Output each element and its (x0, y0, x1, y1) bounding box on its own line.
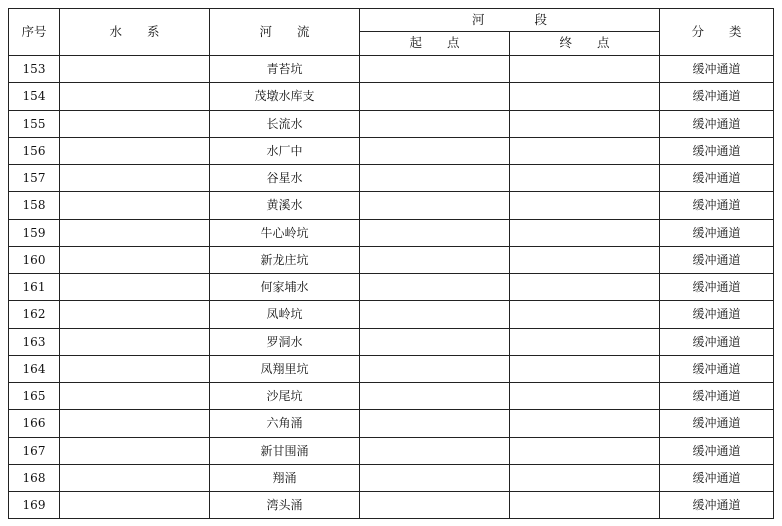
row-water-system-cell (60, 137, 210, 164)
row-category-cell: 缓冲通道 (660, 410, 774, 437)
row-river-cell: 长流水 (210, 110, 360, 137)
row-end-cell (510, 274, 660, 301)
header-end-point: 终 点 (510, 32, 660, 56)
row-river-cell: 何家埔水 (210, 274, 360, 301)
row-end-cell (510, 301, 660, 328)
row-seq-cell: 157 (9, 165, 60, 192)
row-end-cell (510, 137, 660, 164)
row-category-cell: 缓冲通道 (660, 437, 774, 464)
row-category-cell: 缓冲通道 (660, 464, 774, 491)
row-start-cell (360, 274, 510, 301)
row-river-cell: 沙尾坑 (210, 383, 360, 410)
row-end-cell (510, 165, 660, 192)
row-start-cell (360, 137, 510, 164)
row-end-cell (510, 464, 660, 491)
table-row (9, 301, 774, 328)
row-start-cell (360, 56, 510, 83)
row-water-system-cell (60, 355, 210, 382)
row-seq-cell: 165 (9, 383, 60, 410)
row-seq-cell: 161 (9, 274, 60, 301)
table-row (9, 56, 774, 83)
table-body (9, 56, 774, 519)
table-row (9, 137, 774, 164)
row-category-cell: 缓冲通道 (660, 56, 774, 83)
table-row (9, 492, 774, 519)
row-seq-cell: 156 (9, 137, 60, 164)
row-category-cell: 缓冲通道 (660, 274, 774, 301)
row-category-cell: 缓冲通道 (660, 328, 774, 355)
row-seq-cell: 154 (9, 83, 60, 110)
row-end-cell (510, 383, 660, 410)
table-row (9, 274, 774, 301)
row-water-system-cell (60, 464, 210, 491)
row-water-system-cell (60, 246, 210, 273)
table-row (9, 219, 774, 246)
row-end-cell (510, 492, 660, 519)
row-seq-cell: 167 (9, 437, 60, 464)
row-river-cell: 凤岭坑 (210, 301, 360, 328)
row-start-cell (360, 246, 510, 273)
row-end-cell (510, 437, 660, 464)
row-category-cell: 缓冲通道 (660, 192, 774, 219)
row-water-system-cell (60, 83, 210, 110)
row-end-cell (510, 410, 660, 437)
row-seq-cell: 158 (9, 192, 60, 219)
table-row (9, 355, 774, 382)
row-seq-cell: 160 (9, 246, 60, 273)
row-river-cell: 新龙庄坑 (210, 246, 360, 273)
row-seq-cell: 155 (9, 110, 60, 137)
row-seq-cell: 164 (9, 355, 60, 382)
row-river-cell: 青苔坑 (210, 56, 360, 83)
row-end-cell (510, 328, 660, 355)
row-water-system-cell (60, 492, 210, 519)
row-seq-cell: 169 (9, 492, 60, 519)
row-water-system-cell (60, 274, 210, 301)
table-row (9, 410, 774, 437)
row-start-cell (360, 464, 510, 491)
table-row (9, 110, 774, 137)
row-seq-cell: 168 (9, 464, 60, 491)
header-river: 河 流 (210, 9, 360, 56)
row-start-cell (360, 437, 510, 464)
table-row (9, 83, 774, 110)
row-river-cell: 湾头涌 (210, 492, 360, 519)
river-classification-table (8, 8, 774, 519)
row-category-cell: 缓冲通道 (660, 383, 774, 410)
row-category-cell: 缓冲通道 (660, 219, 774, 246)
row-water-system-cell (60, 56, 210, 83)
row-water-system-cell (60, 437, 210, 464)
header-water-system: 水 系 (60, 9, 210, 56)
row-river-cell: 谷星水 (210, 165, 360, 192)
row-seq-cell: 159 (9, 219, 60, 246)
row-start-cell (360, 492, 510, 519)
row-river-cell: 新甘围涌 (210, 437, 360, 464)
row-end-cell (510, 110, 660, 137)
row-start-cell (360, 219, 510, 246)
row-river-cell: 牛心岭坑 (210, 219, 360, 246)
header-seq: 序号 (9, 9, 60, 56)
row-water-system-cell (60, 383, 210, 410)
table-row (9, 464, 774, 491)
row-end-cell (510, 192, 660, 219)
row-category-cell: 缓冲通道 (660, 83, 774, 110)
row-category-cell: 缓冲通道 (660, 165, 774, 192)
table-row (9, 383, 774, 410)
row-category-cell: 缓冲通道 (660, 110, 774, 137)
row-end-cell (510, 56, 660, 83)
header-start-point: 起 点 (360, 32, 510, 56)
row-river-cell: 凤翔里坑 (210, 355, 360, 382)
row-start-cell (360, 301, 510, 328)
row-seq-cell: 162 (9, 301, 60, 328)
row-start-cell (360, 410, 510, 437)
row-category-cell: 缓冲通道 (660, 246, 774, 273)
header-river-segment: 河 段 (360, 9, 660, 32)
row-category-cell: 缓冲通道 (660, 492, 774, 519)
row-water-system-cell (60, 328, 210, 355)
row-water-system-cell (60, 192, 210, 219)
row-river-cell: 黄溪水 (210, 192, 360, 219)
row-start-cell (360, 192, 510, 219)
row-water-system-cell (60, 301, 210, 328)
table-row (9, 437, 774, 464)
row-category-cell: 缓冲通道 (660, 355, 774, 382)
row-river-cell: 水厂中 (210, 137, 360, 164)
row-start-cell (360, 328, 510, 355)
row-start-cell (360, 355, 510, 382)
table-row (9, 328, 774, 355)
row-end-cell (510, 246, 660, 273)
header-category: 分 类 (660, 9, 774, 56)
row-start-cell (360, 110, 510, 137)
row-water-system-cell (60, 110, 210, 137)
row-river-cell: 罗洞水 (210, 328, 360, 355)
row-water-system-cell (60, 410, 210, 437)
row-river-cell: 翔涌 (210, 464, 360, 491)
row-category-cell: 缓冲通道 (660, 137, 774, 164)
row-start-cell (360, 165, 510, 192)
row-end-cell (510, 83, 660, 110)
row-seq-cell: 163 (9, 328, 60, 355)
row-water-system-cell (60, 165, 210, 192)
row-river-cell: 茂墩水库支 (210, 83, 360, 110)
row-seq-cell: 153 (9, 56, 60, 83)
row-end-cell (510, 355, 660, 382)
table-row (9, 165, 774, 192)
row-start-cell (360, 83, 510, 110)
table-row (9, 192, 774, 219)
table-row (9, 246, 774, 273)
row-start-cell (360, 383, 510, 410)
row-river-cell: 六角涌 (210, 410, 360, 437)
row-seq-cell: 166 (9, 410, 60, 437)
row-end-cell (510, 219, 660, 246)
row-category-cell: 缓冲通道 (660, 301, 774, 328)
row-water-system-cell (60, 219, 210, 246)
